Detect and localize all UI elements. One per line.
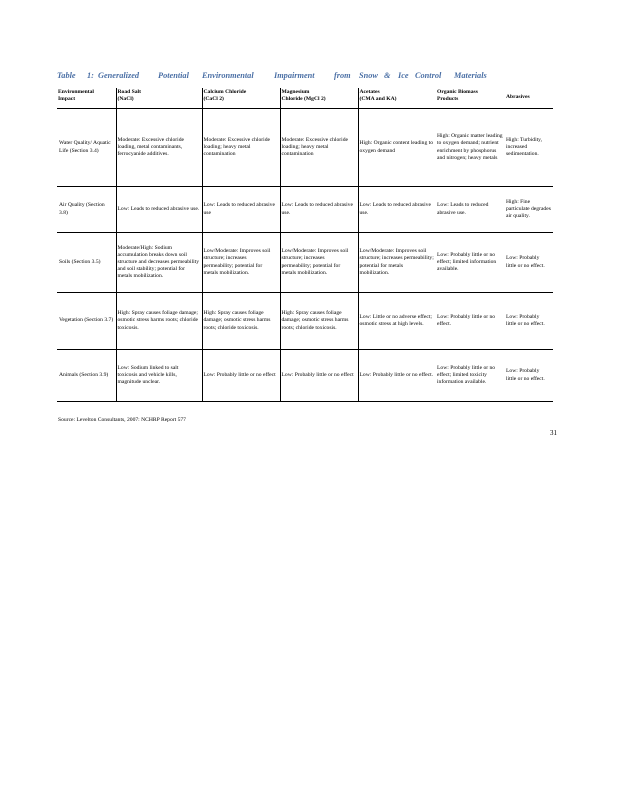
- column-header-road-salt: Road Salt (NaCl): [116, 88, 202, 109]
- title-word: Potential: [158, 71, 189, 80]
- cell-abrasives: Low: Probably little or no effect.: [505, 233, 553, 293]
- cell-organic-biomass: Low: Probably little or no effect.: [436, 293, 505, 350]
- column-header-abrasives: Abrasives: [505, 88, 553, 109]
- cell-calcium-chloride: Low: Probably little or no effect: [202, 350, 280, 402]
- column-header-organic-biomass: Organic Biomass Products: [436, 88, 505, 109]
- table-row: [57, 293, 553, 350]
- cell-impact: Animals (Section 3.9): [57, 350, 116, 402]
- cell-acetates: Low: Leads to reduced abrasive use.: [358, 187, 436, 233]
- cell-organic-biomass: Low: Probably little or no effect; limited information available.: [436, 233, 505, 293]
- cell-road-salt: High: Spray causes foliage damage; osmotic stress harms roots; chloride toxicosis.: [116, 293, 202, 350]
- column-header-magnesium-chloride: Magnesium Chloride (MgCl 2): [280, 88, 358, 109]
- title-word: Generalized: [98, 71, 140, 80]
- title-word: Ice: [398, 71, 409, 80]
- cell-abrasives: High: Turbidity, increased sedimentation.: [505, 109, 553, 187]
- table-title: [57, 71, 497, 83]
- table-row: [57, 233, 553, 293]
- title-word: &: [384, 71, 391, 80]
- cell-organic-biomass: Low: Probably little or no effect; limited toxicity information available.: [436, 350, 505, 402]
- title-word: Snow: [359, 71, 378, 80]
- column-header-impact: Environmental Impact: [57, 88, 116, 109]
- cell-impact: Air Quality (Section 3.8): [57, 187, 116, 233]
- cell-impact: Water Quality/ Aquatic Life (Section 3.4): [57, 109, 116, 187]
- cell-road-salt: Low: Leads to reduced abrasive use.: [116, 187, 202, 233]
- title-word: Table: [57, 71, 76, 80]
- source-note: Source: Levelton Consultants, 2007: NCHRP Report 577: [58, 417, 186, 423]
- cell-magnesium-chloride: High: Spray causes foliage damage; osmotic stress harms roots; chloride toxicosis.: [280, 293, 358, 350]
- cell-organic-biomass: Low: Leads to reduced abrasive use.: [436, 187, 505, 233]
- title-word: from: [334, 71, 351, 80]
- title-word: Impairment: [274, 71, 315, 80]
- table-row: [57, 109, 553, 187]
- cell-road-salt: Moderate: Excessive chloride loading, metal contaminants, ferrocyanide additives.: [116, 109, 202, 187]
- column-header-acetates: Acetates (CMA and KA): [358, 88, 436, 109]
- cell-organic-biomass: High: Organic matter leading to oxygen demand; nutrient enrichment by phosphorus and nitrogen; heavy metals: [436, 109, 505, 187]
- cell-acetates: Low: Probably little or no effect.: [358, 350, 436, 402]
- cell-road-salt: Low: Sodium linked to salt toxicosis and vehicle kills, magnitude unclear.: [116, 350, 202, 402]
- cell-calcium-chloride: Low: Leads to reduced abrasive use: [202, 187, 280, 233]
- cell-calcium-chloride: Low/Moderate: Improves soil structure; increases permeability; potential for metals mobilization.: [202, 233, 280, 293]
- cell-abrasives: Low: Probably little or no effect.: [505, 350, 553, 402]
- column-header-calcium-chloride: Calcium Chloride (CaCl 2): [202, 88, 280, 109]
- impairment-table: [57, 88, 553, 402]
- cell-magnesium-chloride: Low: Probably little or no effect: [280, 350, 358, 402]
- cell-calcium-chloride: Moderate: Excessive chloride loading; heavy metal contamination: [202, 109, 280, 187]
- page-number: 31: [550, 429, 557, 437]
- cell-calcium-chloride: High: Spray causes foliage damage; osmotic stress harms roots; chloride toxicosis.: [202, 293, 280, 350]
- title-word: 1:: [87, 71, 94, 80]
- cell-acetates: Low/Moderate: Improves soil structure; increases permeability; potential for metals mobilization.: [358, 233, 436, 293]
- cell-acetates: High: Organic content leading to oxygen demand: [358, 109, 436, 187]
- cell-impact: Soils (Section 3.5): [57, 233, 116, 293]
- table-row: [57, 187, 553, 233]
- cell-abrasives: Low: Probably little or no effect.: [505, 293, 553, 350]
- title-word: Environmental: [202, 71, 254, 80]
- cell-impact: Vegetation (Section 3.7): [57, 293, 116, 350]
- cell-acetates: Low: Little or no adverse effect; osmotic stress at high levels.: [358, 293, 436, 350]
- title-word: Control: [415, 71, 442, 80]
- header-row: [57, 88, 553, 109]
- cell-abrasives: High: Fine particulate degrades air quality.: [505, 187, 553, 233]
- table-row: [57, 350, 553, 402]
- cell-magnesium-chloride: Low: Leads to reduced abrasive use.: [280, 187, 358, 233]
- cell-road-salt: Moderate/High: Sodium accumulation breaks down soil structure and decreases permeability and soil stability; potential for metals mobilization.: [116, 233, 202, 293]
- title-word: Materials: [454, 71, 487, 80]
- cell-magnesium-chloride: Low/Moderate: Improves soil structure; increases permeability; potential for metals mobilization.: [280, 233, 358, 293]
- cell-magnesium-chloride: Moderate: Excessive chloride loading; heavy metal contamination: [280, 109, 358, 187]
